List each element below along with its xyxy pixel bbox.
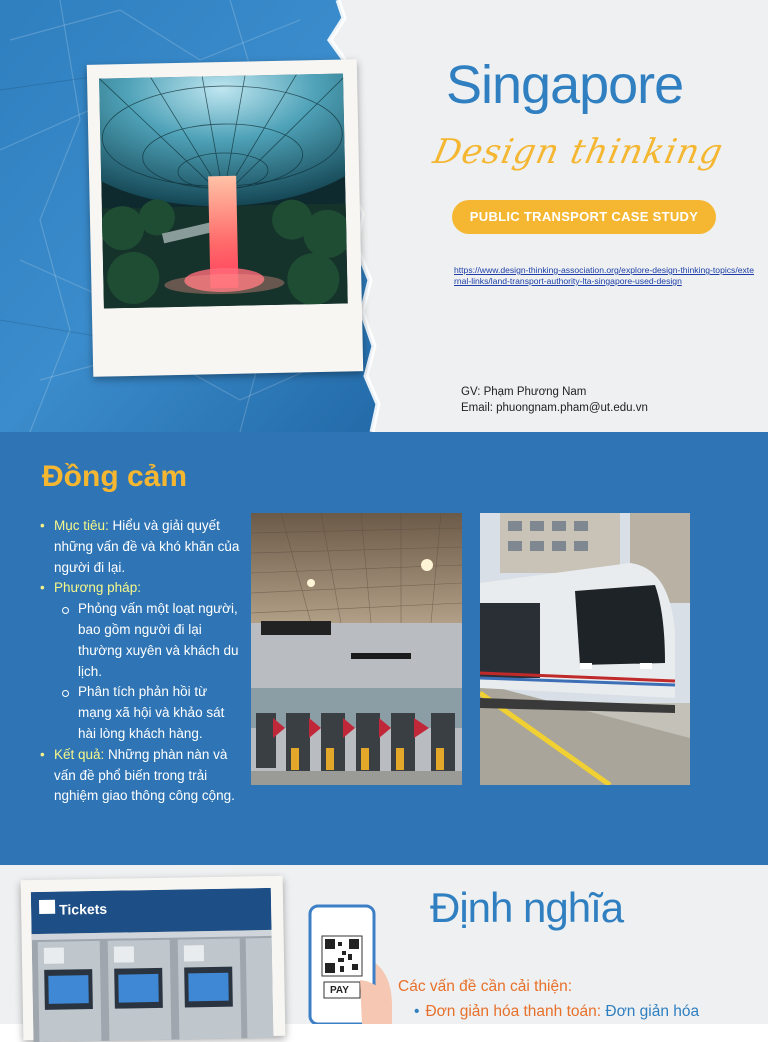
- define-heading: Định nghĩa: [430, 884, 624, 931]
- mrt-train-photo: [480, 513, 690, 785]
- item-text: Đơn giản hóa: [601, 1003, 700, 1020]
- source-link[interactable]: https://www.design-thinking-association.org/explore-design-thinking-topics/external-links/land-transport-authority-lta-singapore-used-design: [454, 265, 754, 286]
- bullet-icon: •: [414, 1003, 420, 1020]
- improvement-intro: Các vấn đề cần cải thiện:: [398, 978, 573, 995]
- result-text: Những phàn nàn và vấn đề phổ biến trong trải nghiệm giao thông công cộng.: [54, 746, 235, 804]
- method-subitem: Phân tích phản hồi từ mạng xã hội và khảo sát hài lòng khách hàng.: [40, 682, 240, 744]
- pay-label: PAY: [330, 985, 349, 996]
- photo-frame: [21, 876, 286, 1041]
- station-gates-photo: [251, 513, 462, 785]
- cover-section: [0, 0, 768, 432]
- empathize-list: [40, 516, 240, 807]
- teacher-name: GV: Phạm Phương Nam: [461, 386, 587, 398]
- goal-label: Mục tiêu:: [54, 518, 109, 533]
- author-info: [461, 384, 648, 416]
- qr-pay-phone-icon: [300, 896, 400, 1024]
- case-study-badge: PUBLIC TRANSPORT CASE STUDY: [452, 200, 716, 234]
- goal-text: Hiểu và giải quyết những vấn đề và khó khăn của người đi lại.: [54, 518, 240, 575]
- result-label: Kết quả:: [54, 746, 105, 762]
- list-item-goal: [40, 516, 240, 578]
- list-item-result: [40, 745, 240, 807]
- list-item-simplify-payment: [414, 1003, 699, 1021]
- item-label: Đơn giản hóa thanh toán:: [425, 1003, 602, 1020]
- subtitle: Design thinking: [429, 132, 727, 172]
- photo-frame: [87, 59, 363, 377]
- tickets-sign: Tickets: [59, 900, 108, 918]
- list-item-method: [40, 578, 240, 599]
- method-subitem: Phỏng vấn một loạt người, bao gồm người đi lại thường xuyên và khách du lịch.: [40, 599, 240, 682]
- method-label: Phương pháp:: [54, 580, 141, 596]
- page-title: Singapore: [446, 55, 684, 115]
- empathize-heading: Đồng cảm: [42, 460, 188, 493]
- teacher-email: Email: phuongnam.pham@ut.edu.vn: [461, 402, 648, 414]
- jewel-rain-vortex-photo: [99, 73, 348, 308]
